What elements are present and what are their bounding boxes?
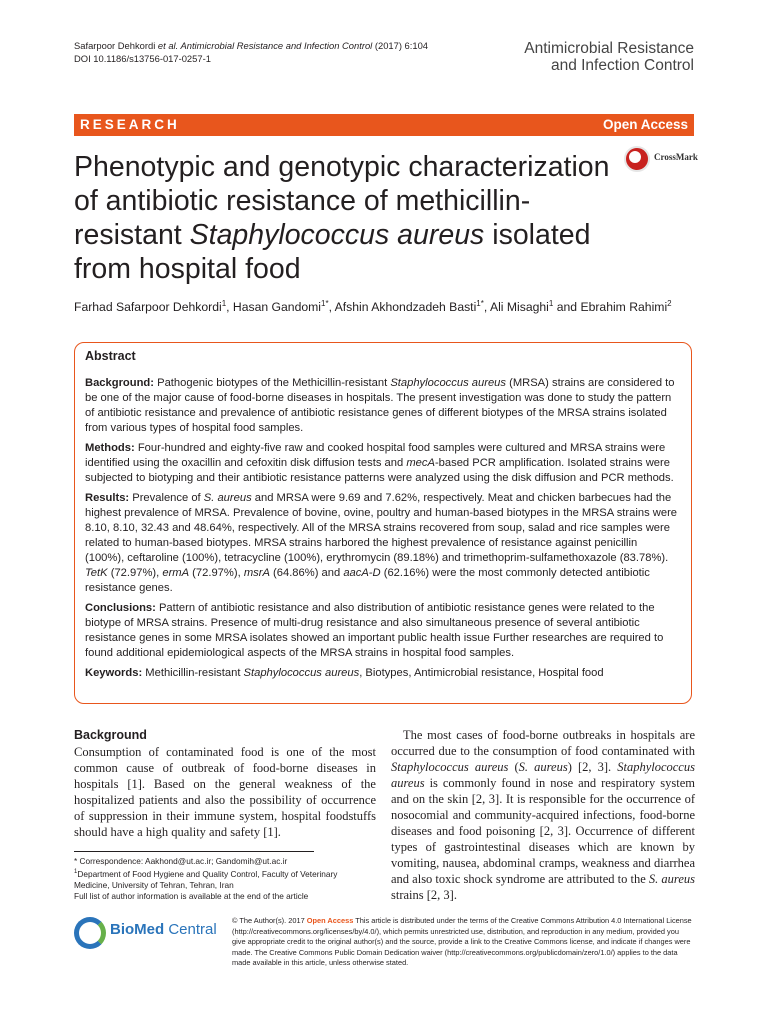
abstract-heading: Abstract — [85, 349, 136, 363]
body-italic: S. aureus — [648, 872, 695, 886]
body-text: ( — [508, 760, 519, 774]
crossmark-icon — [624, 146, 650, 172]
publisher-name — [110, 921, 217, 938]
author-name: Hasan Gandomi — [232, 300, 321, 315]
article-type-label: RESEARCH — [80, 117, 180, 132]
abstract-italic: aacA-D — [343, 567, 381, 579]
affiliation-text: Department of Food Hygiene and Quality Control, Faculty of Veterinary Medicine, University of Tehran, Tehran, Iran — [74, 868, 338, 890]
body-text: is commonly found in nose and respiratory system and on the skin [2, 3]. It is responsible for the occurrence of nosocomial and community-acquired infections, food-borne diseases and food poisoning [2, 3]. Occurrence of different types of gastrointestinal diseases which are known by vomiting, nausea, abdominal cramps, weakness and diarrhea and also toxic shock syndrome are attributed to the — [391, 776, 695, 886]
author-affiliation: 1 — [221, 299, 227, 308]
open-access-label: Open Access — [602, 117, 688, 132]
abstract-italic: ermA — [162, 567, 190, 579]
abstract-box — [74, 342, 692, 704]
abstract-italic: msrA — [243, 567, 270, 579]
abstract-text: Pathogenic biotypes of the Methicillin-resistant — [154, 377, 391, 389]
license-text: This article is distributed under the terms of the Creative Commons Attribution 4.0 International License (http://creativecommons.org/licenses/by/4.0/), which permits unrestricted use, distribution, and reproduction in any medium, provided you give appropriate credit to the original author(s) and the source, provide a link to the Creative Commons license, and indicate if changes were made. The Creative Commons Public Domain Dedication waiver (http://creativecommons.org/publicdomain/zero/1.0/) applies to the data made available in this article, unless otherwise stated. — [232, 916, 692, 968]
license-statement — [232, 916, 694, 969]
abstract-body — [85, 376, 679, 686]
author-affiliation: 1 — [548, 299, 554, 308]
affiliation-number: 1 — [74, 869, 78, 875]
article-title — [74, 150, 614, 286]
abstract-italic: mecA — [406, 457, 435, 469]
abstract-text: Four-hundred and eighty-five raw and cooked hospital food samples were cultured and MRSA strains were identified using the oxacillin and cefoxitin disk diffusion tests and — [85, 442, 666, 469]
abstract-text: Pattern of antibiotic resistance and also distribution of antibiotic resistance genes were related to the biotype of MRSA strains. Presence of multi-drug resistance and also simultaneous presence of several antibiotic resistance genes in some MRSA isolates showed an important public health issue Further researches are required to found additional epidemiological aspects of the MRSA strains in hospital food samples. — [85, 602, 664, 659]
author-affiliation: 2 — [667, 299, 672, 308]
journal-name-line1: Antimicrobial Resistance — [524, 40, 694, 57]
abstract-text: (72.97%), — [107, 567, 163, 579]
journal-name-line2: and Infection Control — [550, 57, 694, 74]
crossmark-label: CrossMark — [654, 152, 698, 162]
journal-logo — [474, 40, 694, 74]
abstract-italic: Staphylococcus aureus — [390, 377, 506, 389]
body-right-column — [391, 727, 695, 903]
abstract-text: and MRSA were 9.69 and 7.62%, respectively. Meat and chicken barbecues had the highest prevalence of MRSA. Prevalence of bovine, ovine, poultry and human-based biotypes in the MRSA strains were 8.10, 8.10, 32.43 and 48.64%, respectively. All of the MRSA strains recovered from soup, salad and rice samples were related to human-based biotypes. MRSA strains harbored the highest prevalence of resistance against penicillin (100%), ceftaroline (100%), tetracycline (100%), erythromycin (89.18%) and trimethoprim-sulfamethoxazole (83.78%). — [85, 492, 678, 564]
author-affiliation: 1* — [321, 299, 329, 308]
abstract-text: (72.97%), — [189, 567, 244, 579]
abstract-text: (MRSA) strains are considered to be one of the major cause of food-borne diseases in hospitals. The present investigation was done to study the pattern of antibiotic resistance and prevalence of antibiotic resistance genes of different biotypes of the MRSA strains isolated from various types of hospital food samples. — [85, 377, 675, 434]
abstract-text: Prevalence of — [129, 492, 204, 504]
body-paragraph: Consumption of contaminated food is one of the most common cause of outbreak of food-borne diseases in hospitals [1]. Based on the general weakness of the hospitalized patients and also the possibility of occurrence of suppression in their immune system, hospital foodstuffs should have a high quality and safety [1]. — [74, 745, 376, 839]
abstract-background — [85, 376, 679, 436]
keywords-label: Keywords: — [85, 667, 143, 679]
author-name: Afshin Akhondzadeh Basti — [334, 300, 477, 315]
abstract-text: (64.86%) and — [269, 567, 344, 579]
crossmark-icon-inner — [629, 151, 641, 163]
title-part-1: Phenotypic and genotypic characterization of antibiotic resistance of methicillin-resistant — [74, 151, 610, 251]
body-italic: S. aureus — [518, 760, 568, 774]
license-open-access: Open Access — [306, 916, 354, 925]
abstract-keywords — [85, 666, 679, 681]
body-left-column — [74, 727, 376, 840]
conclusions-label: Conclusions: — [85, 602, 156, 614]
abstract-text: (62.16%) were the most commonly detected antibiotic resistance genes. — [85, 567, 650, 594]
citation-header — [74, 39, 428, 65]
body-paragraph — [391, 727, 695, 903]
abstract-italic: TetK — [85, 567, 108, 579]
biomed-central-logo[interactable] — [74, 915, 224, 949]
abstract-results — [85, 491, 679, 596]
full-list-note: Full list of author information is available at the end of the article — [74, 890, 309, 901]
article-type-banner — [74, 114, 694, 136]
affiliation-note — [74, 867, 374, 891]
background-label: Background: — [85, 377, 154, 389]
section-heading-background: Background — [74, 728, 147, 742]
footnote-divider — [74, 851, 314, 852]
abstract-text: -based PCR amplification. Isolated strains were subjected to biotyping and their antibiotic resistance patterns were analyzed using the disk diffusion and PCR methods. — [85, 457, 674, 484]
citation-line — [74, 39, 428, 52]
author-name: Ali Misaghi — [489, 300, 549, 315]
publisher-name-part2: Central — [164, 921, 217, 938]
body-italic: Staphylococcus aureus — [391, 760, 695, 790]
body-italic: Staphylococcus aureus — [391, 760, 509, 774]
results-label: Results: — [85, 492, 130, 504]
abstract-italic: Staphylococcus aureus — [243, 667, 360, 679]
correspondence-note[interactable]: * Correspondence: Aakhond@ut.ac.ir; Gandomih@ut.ac.ir — [74, 856, 288, 866]
publisher-name-part1: BioMed — [110, 921, 165, 938]
citation-etal: et al. — [155, 40, 181, 51]
author-name: Ebrahim Rahimi — [580, 300, 668, 315]
abstract-methods — [85, 441, 679, 486]
author-affiliation: 1* — [476, 299, 484, 308]
crossmark-badge[interactable] — [624, 146, 714, 174]
doi[interactable]: DOI 10.1186/s13756-017-0257-1 — [74, 53, 211, 64]
abstract-text: Methicillin-resistant — [142, 667, 244, 679]
citation-journal: Antimicrobial Resistance and Infection Control — [180, 40, 373, 51]
title-part-3: isolated from hospital food — [74, 219, 591, 285]
author-list: Farhad Safarpoor Dehkordi$^1$, Hasan Gandomi$^{1*}$, Afshin Akhondzadeh Basti$^{1*}$, Ali Misaghi$^1$ and Ebrahim Rahimi$^2$ — [74, 299, 672, 315]
methods-label: Methods: — [85, 442, 135, 454]
citation-authors: Safarpoor Dehkordi — [74, 40, 156, 51]
abstract-conclusions — [85, 601, 679, 661]
citation-volume: (2017) 6:104 — [372, 40, 429, 51]
abstract-text: , Biotypes, Antimicrobial resistance, Hospital food — [359, 667, 604, 679]
abstract-italic: S. aureus — [203, 492, 252, 504]
biomed-central-ring-icon — [74, 917, 106, 949]
title-species: Staphylococcus aureus — [189, 219, 485, 251]
body-text: ) [2, 3]. — [567, 760, 618, 774]
body-text: strains [2, 3]. — [391, 888, 457, 902]
body-text: The most cases of food-borne outbreaks in hospitals are occurred due to the consumption of food contaminated with — [391, 728, 695, 758]
license-copyright: © The Author(s). 2017 — [232, 916, 307, 925]
footnotes — [74, 856, 374, 902]
author-name: Farhad Safarpoor Dehkordi — [74, 300, 222, 315]
